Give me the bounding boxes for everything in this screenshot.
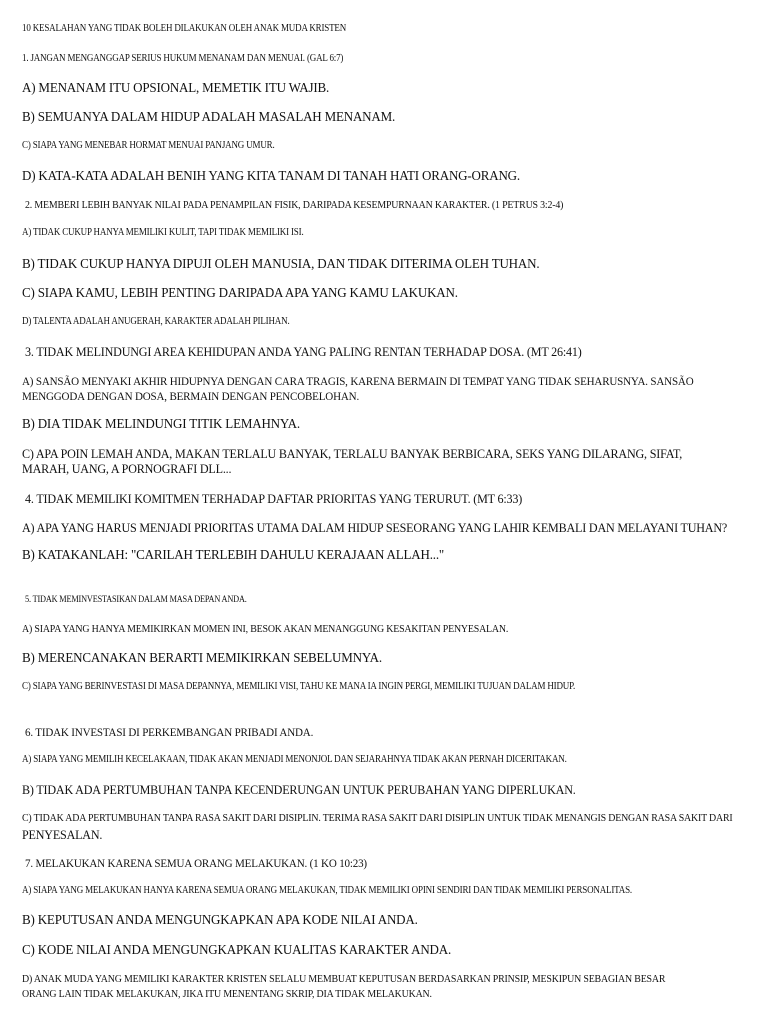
point-4-item-a: A) APA YANG HARUS MENJADI PRIORITAS UTAMA DALAM HIDUP SESEORANG YANG LAHIR KEMBALI DAN MELAYANI TUHAN? — [22, 520, 728, 535]
point-7-item-d: D) ANAK MUDA YANG MEMILIKI KARAKTER KRISTEN SELALU MEMBUAT KEPUTUSAN BERDASARKAN PRINSIP, MESKIPUN SEBAGIAN BESAR ORANG LAIN TIDAK MELAKUKAN, JIKA ITU MENENTANG SKRIP, DIA TIDAK MELAKUKAN. — [22, 973, 666, 1000]
point-1-item-a: A) MENANAM ITU OPSIONAL, MEMETIK ITU WAJIB. — [22, 81, 330, 96]
point-2-item-c: C) SIAPA KAMU, LEBIH PENTING DARIPADA APA YANG KAMU LAKUKAN. — [22, 286, 458, 301]
point-5-item-c: C) SIAPA YANG BERINVESTASI DI MASA DEPANNYA, MEMILIKI VISI, TAHU KE MANA IA INGIN PERGI, MEMILIKI TUJUAN DALAM HIDUP. — [22, 681, 576, 692]
point-2-item-d: D) TALENTA ADALAH ANUGERAH, KARAKTER ADALAH PILIHAN. — [22, 316, 290, 327]
point-7-item-b: B) KEPUTUSAN ANDA MENGUNGKAPKAN APA KODE NILAI ANDA. — [22, 913, 418, 928]
point-5-heading: 5. TIDAK MEMINVESTASIKAN DALAM MASA DEPAN ANDA. — [25, 594, 247, 604]
point-6-item-c: C) TIDAK ADA PERTUMBUHAN TANPA RASA SAKIT DARI DISIPLIN. TERIMA RASA SAKIT DARI DISIPLIN UNTUK TIDAK MENANGIS DENGAN RASA SAKIT DARI — [22, 812, 733, 824]
point-2-heading: 2. MEMBERI LEBIH BANYAK NILAI PADA PENAMPILAN FISIK, DARIPADA KESEMPURNAAN KARAKTER. (1 PETRUS 3:2-4) — [25, 199, 564, 211]
point-2-item-a: A) TIDAK CUKUP HANYA MEMILIKI KULIT, TAPI TIDAK MEMILIKI ISI. — [22, 227, 304, 238]
point-3-item-c: C) APA POIN LEMAH ANDA, MAKAN TERLALU BANYAK, TERLALU BANYAK BERBICARA, SEKS YANG DILARANG, SIFAT, MARAH, UANG, A PORNOGRAFI DLL... — [22, 446, 683, 476]
point-7-item-c: C) KODE NILAI ANDA MENGUNGKAPKAN KUALITAS KARAKTER ANDA. — [22, 943, 452, 958]
point-1-item-b: B) SEMUANYA DALAM HIDUP ADALAH MASALAH MENANAM. — [22, 110, 396, 125]
point-7-item-a: A) SIAPA YANG MELAKUKAN HANYA KARENA SEMUA ORANG MELAKUKAN, TIDAK MEMILIKI OPINI SENDIRI DAN TIDAK MEMILIKI PERSONALITAS. — [22, 885, 633, 896]
point-1-item-c: C) SIAPA YANG MENEBAR HORMAT MENUAI PANJANG UMUR. — [22, 140, 275, 151]
point-5-item-b: B) MERENCANAKAN BERARTI MEMIKIRKAN SEBELUMNYA. — [22, 651, 382, 666]
point-6-heading: 6. TIDAK INVESTASI DI PERKEMBANGAN PRIBADI ANDA. — [25, 725, 314, 739]
point-6-item-a: A) SIAPA YANG MEMILIH KECELAKAAN, TIDAK AKAN MENJADI MENONJOL DAN SEJARAHNYA TIDAK AKAN PERNAH DICERITAKAN. — [22, 754, 567, 765]
point-5-item-a: A) SIAPA YANG HANYA MEMIKIRKAN MOMEN INI, BESOK AKAN MENANGGUNG KESAKITAN PENYESALAN. — [22, 623, 509, 635]
point-6-item-c-continued: PENYESALAN. — [22, 827, 103, 842]
point-4-heading: 4. TIDAK MEMILIKI KOMITMEN TERHADAP DAFTAR PRIORITAS YANG TERURUT. (MT 6:33) — [25, 491, 523, 506]
point-1-item-d: D) KATA-KATA ADALAH BENIH YANG KITA TANAM DI TANAH HATI ORANG-ORANG. — [22, 169, 520, 184]
point-6-item-b: B) TIDAK ADA PERTUMBUHAN TANPA KECENDERUNGAN UNTUK PERUBAHAN YANG DIPERLUKAN. — [22, 782, 576, 797]
point-1-heading: 1. JANGAN MENGANGGAP SERIUS HUKUM MENANAM DAN MENUAI. (GAL 6:7) — [22, 53, 344, 64]
point-3-item-a: A) SANSÃO MENYAKI AKHIR HIDUPNYA DENGAN CARA TRAGIS, KARENA BERMAIN DI TEMPAT YANG TIDAK SEHARUSNYA. SANSÃO MENGGODA DENGAN DOSA, BERMAIN DENGAN PENCOBELOHAN. — [22, 374, 694, 403]
point-2-item-b: B) TIDAK CUKUP HANYA DIPUJI OLEH MANUSIA, DAN TIDAK DITERIMA OLEH TUHAN. — [22, 257, 540, 272]
point-4-item-b: B) KATAKANLAH: "CARILAH TERLEBIH DAHULU KERAJAAN ALLAH..." — [22, 548, 445, 563]
point-3-heading: 3. TIDAK MELINDUNGI AREA KEHIDUPAN ANDA YANG PALING RENTAN TERHADAP DOSA. (MT 26:41) — [25, 344, 582, 359]
point-7-heading: 7. MELAKUKAN KARENA SEMUA ORANG MELAKUKAN. (1 KO 10:23) — [25, 856, 367, 870]
point-3-item-b: B) DIA TIDAK MELINDUNGI TITIK LEMAHNYA. — [22, 417, 300, 432]
document-title: 10 KESALAHAN YANG TIDAK BOLEH DILAKUKAN OLEH ANAK MUDA KRISTEN — [22, 23, 347, 34]
